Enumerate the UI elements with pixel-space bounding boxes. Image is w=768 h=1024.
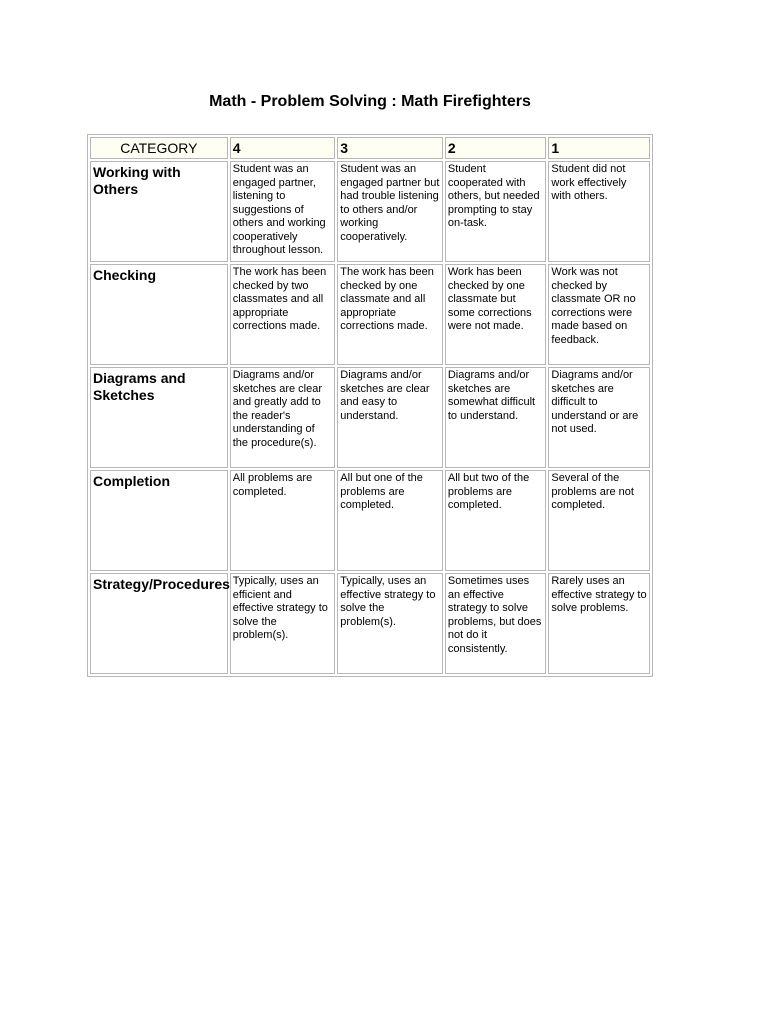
table-row [90, 367, 650, 468]
table-cell: The work has been checked by two classmates and all appropriate corrections made. [230, 264, 336, 365]
table-cell: Diagrams and/or sketches are difficult to understand or are not used. [548, 367, 650, 468]
table-cell: All but one of the problems are completed. [337, 470, 443, 571]
table-cell: Work has been checked by one classmate but some corrections were not made. [445, 264, 547, 365]
row-category: Diagrams and Sketches [90, 367, 228, 468]
table-cell: Student was an engaged partner, listening to suggestions of others and working cooperatively throughout lesson. [230, 161, 336, 262]
rubric-table [87, 134, 653, 677]
table-cell: All but two of the problems are completed. [445, 470, 547, 571]
table-cell: Diagrams and/or sketches are clear and greatly add to the reader's understanding of the procedure(s). [230, 367, 336, 468]
table-cell: Diagrams and/or sketches are clear and easy to understand. [337, 367, 443, 468]
header-category: CATEGORY [90, 137, 228, 159]
header-score-1: 1 [548, 137, 650, 159]
table-cell: Student was an engaged partner but had trouble listening to others and/or working cooperatively. [337, 161, 443, 262]
table-cell: Several of the problems are not completed. [548, 470, 650, 571]
table-row [90, 161, 650, 262]
header-row [90, 137, 650, 159]
header-score-3: 3 [337, 137, 443, 159]
row-category: Completion [90, 470, 228, 571]
table-cell: Sometimes uses an effective strategy to solve problems, but does not do it consistently. [445, 573, 547, 674]
row-category: Working with Others [90, 161, 228, 262]
header-score-2: 2 [445, 137, 547, 159]
table-cell: Typically, uses an effective strategy to solve the problem(s). [337, 573, 443, 674]
table-row [90, 470, 650, 571]
table-row [90, 573, 650, 674]
table-cell: Typically, uses an efficient and effective strategy to solve the problem(s). [230, 573, 336, 674]
table-cell: Student did not work effectively with others. [548, 161, 650, 262]
page-title: Math - Problem Solving : Math Firefighters [209, 93, 531, 110]
table-cell: All problems are completed. [230, 470, 336, 571]
header-score-4: 4 [230, 137, 336, 159]
table-cell: Work was not checked by classmate OR no corrections were made based on feedback. [548, 264, 650, 365]
table-cell: Rarely uses an effective strategy to solve problems. [548, 573, 650, 674]
table-row [90, 264, 650, 365]
row-category: Strategy/Procedures [90, 573, 228, 674]
table-cell: Student cooperated with others, but needed prompting to stay on-task. [445, 161, 547, 262]
table-cell: The work has been checked by one classmate and all appropriate corrections made. [337, 264, 443, 365]
row-category: Checking [90, 264, 228, 365]
table-cell: Diagrams and/or sketches are somewhat difficult to understand. [445, 367, 547, 468]
